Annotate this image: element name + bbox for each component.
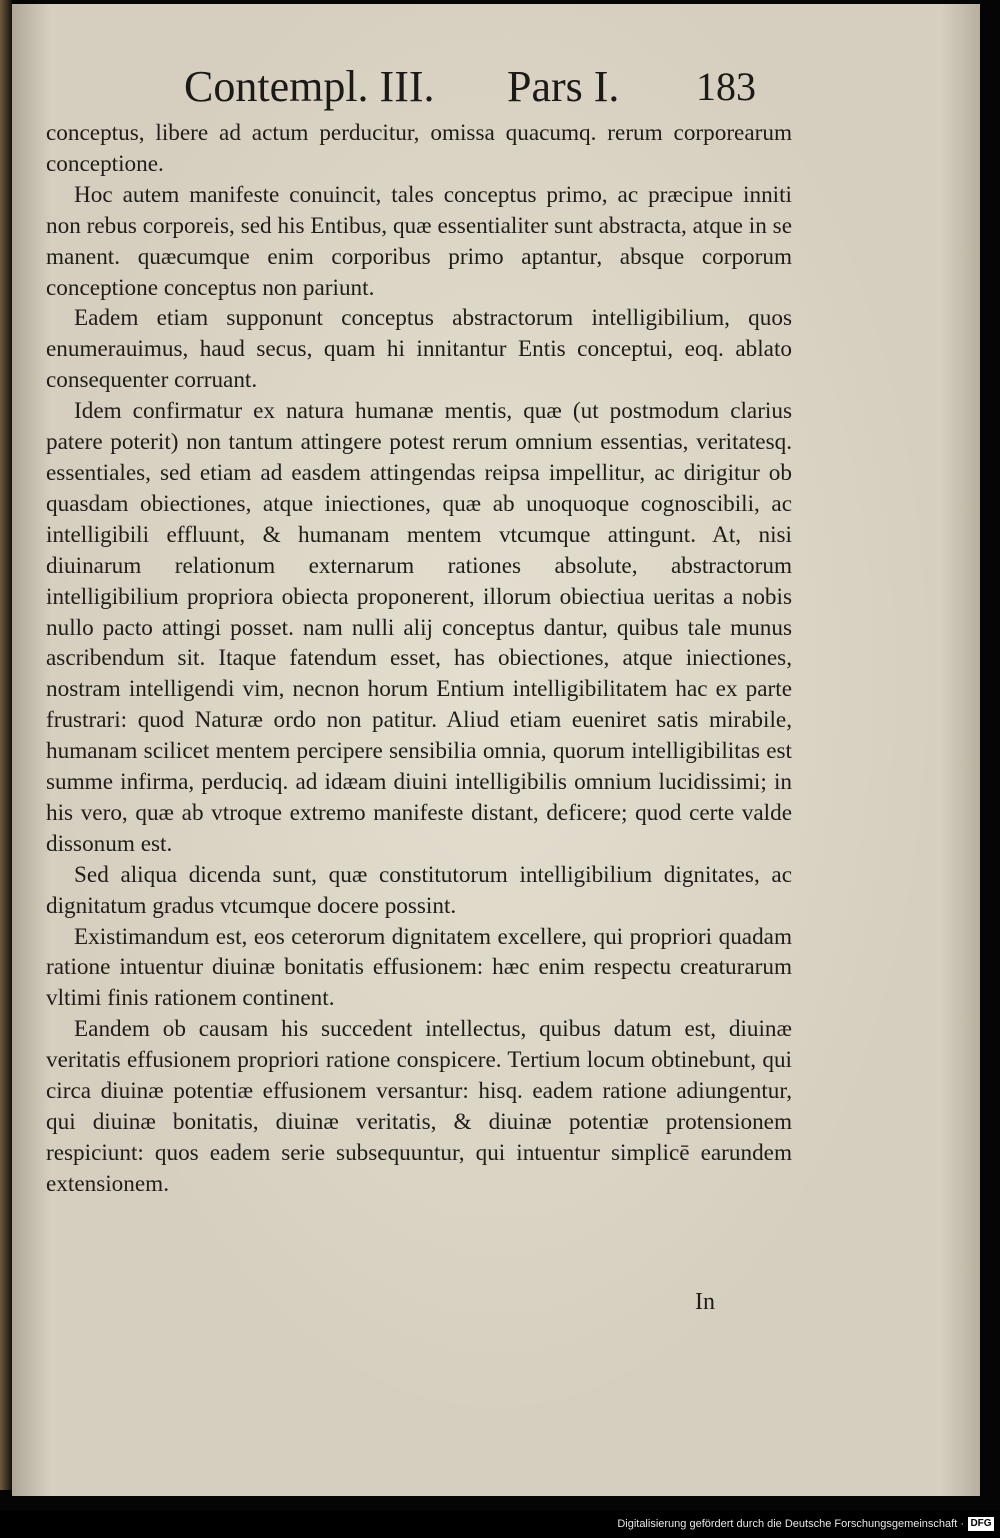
part-label: Pars I. xyxy=(507,62,620,111)
credit-text: Digitalisierung gefördert durch die Deutsche Forschungsgemeinschaft · xyxy=(617,1518,964,1530)
paragraph: Hoc autem manifeste conuincit, tales conceptus primo, ac præcipue inniti non rebus corporeis, sed his Entibus, quæ essentialiter sunt abstracta, atque in se manent. quæcumque enim corporibus primo aptantur, absque corporum conceptione conceptus non pariunt. xyxy=(46,181,792,301)
dfg-logo: DFG xyxy=(968,1517,994,1531)
body-text xyxy=(46,118,792,1200)
left-page-edge xyxy=(0,0,12,1490)
running-header xyxy=(184,62,784,112)
paragraph: Idem confirmatur ex natura humanæ mentis, quæ (ut postmodum clarius patere poterit) non tantum attingere potest rerum omnium essentias, veritatesq. essentiales, sed etiam ad easdem attingendas reipsa impellitur, ac dirigitur ob quasdam obiectiones, atque iniectiones, quæ ab unoquoque cognoscibili, ac intelligibili effluunt, & humanam mentem vtcumque attingunt. At, nisi diuinarum relationum externarum rationes absolute, abstractorum intelligibilium propriora obiecta proponerent, illorum obiectiua ueritas a nobis nullo pacto attingi posset. nam nulli alij conceptus dantur, quibus tale munus ascribendum sit. Itaque fatendum esset, has obiectiones, atque iniectiones, nostram intelligendi vim, necnon horum Entium intelligibilitatem hac ex parte frustrari: quod Naturæ ordo non patitur. Aliud etiam eueniret satis mirabile, humanam scilicet mentem percipere sensibilia omnia, quorum intelligibilitas est summe infirma, perduciq. ad idæam diuini intelligibilis omnium lucidissimi; in his vero, quæ ab vtroque extremo manifeste distant, deficere; quod certe valde dissonum est. xyxy=(46,398,792,857)
book-page xyxy=(12,4,980,1496)
digitization-credit-bar xyxy=(0,1510,1000,1538)
paragraph: Existimandum est, eos ceterorum dignitatem excellere, qui propriori quadam ratione intuentur diuinæ bonitatis effusionem: hæc enim respectu creaturarum vltimi finis rationem continent. xyxy=(46,923,792,1012)
paragraph-continuation: conceptus, libere ad actum perducitur, omissa quacumq. rerum corporearum conceptione. xyxy=(46,120,792,177)
running-title: Contempl. III. xyxy=(184,62,435,111)
paragraph: Sed aliqua dicenda sunt, quæ constitutorum intelligibilium dignitates, ac dignitatum gradus vtcumque docere possint. xyxy=(46,861,792,919)
catchword: In xyxy=(695,1289,715,1315)
page-number: 183 xyxy=(696,64,756,109)
paragraph: Eandem ob causam his succedent intellectus, quibus datum est, diuinæ veritatis effusionem propriori ratione conspicere. Tertium locum obtinebunt, qui circa diuinæ potentiæ effusionem versantur: hisq. eadem ratione adiungentur, qui diuinæ bonitatis, diuinæ veritatis, & diuinæ potentiæ protensionem respiciunt: quos eadem serie subsequuntur, qui intuentur simplicē earundem extensionem. xyxy=(46,1016,792,1197)
paragraph: Eadem etiam supponunt conceptus abstractorum intelligibilium, quos enumerauimus, haud secus, quam hi innitantur Entis conceptui, eoq. ablato consequenter corruant. xyxy=(46,305,792,394)
